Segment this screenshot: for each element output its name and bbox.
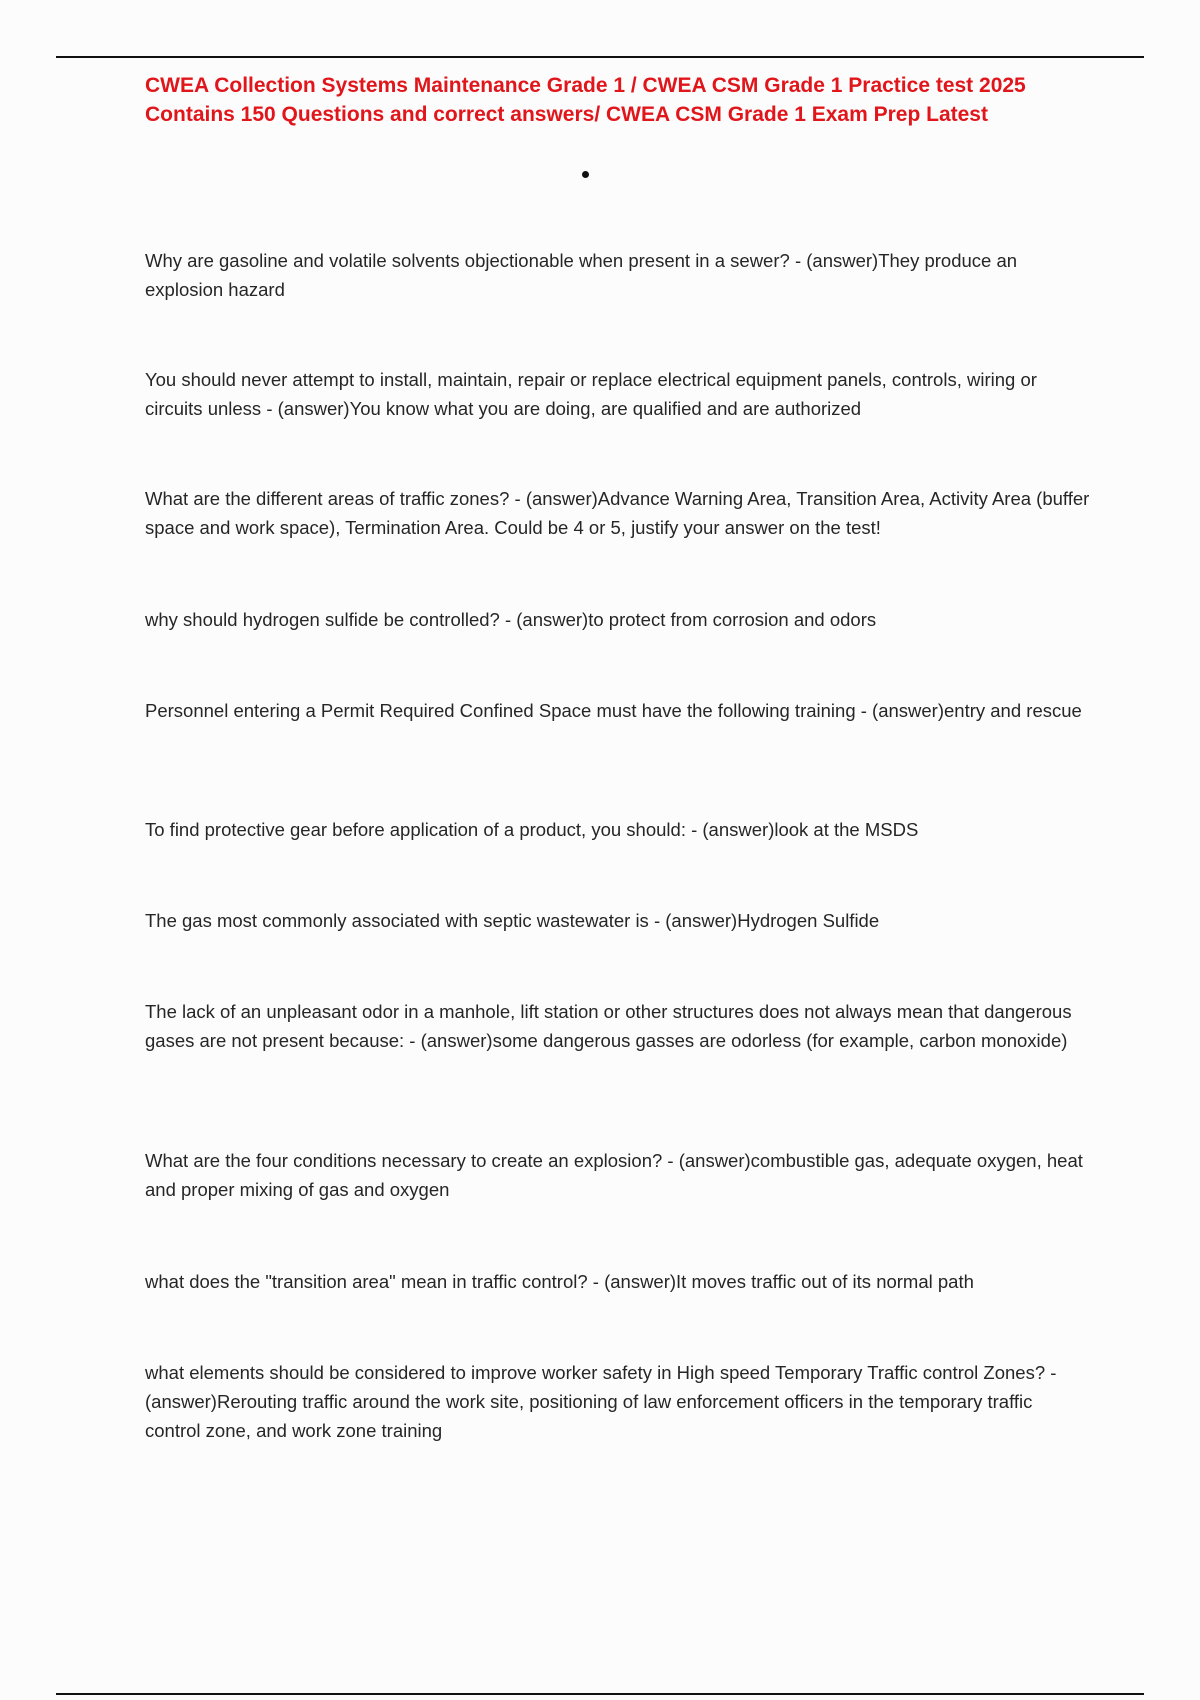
qa-entry: Personnel entering a Permit Required Confined Space must have the following training - (answer)entry and rescue [145, 700, 1082, 721]
bullet-marker [582, 171, 589, 178]
qa-entry: what does the "transition area" mean in traffic control? - (answer)It moves traffic out of its normal path [145, 1271, 974, 1292]
qa-entry: Why are gasoline and volatile solvents objectionable when present in a sewer? - (answer)They produce an explosion hazard [145, 250, 1018, 300]
qa-entry: The gas most commonly associated with septic wastewater is - (answer)Hydrogen Sulfide [145, 910, 880, 931]
qa-entry: The lack of an unpleasant odor in a manhole, lift station or other structures does not always mean that dangerous gases are not present because: - (answer)some dangerous gasses are odorless (for example, carbon monoxide) [145, 1001, 1072, 1051]
qa-entry: why should hydrogen sulfide be controlled? - (answer)to protect from corrosion and odors [145, 609, 877, 630]
top-divider [56, 56, 1144, 58]
qa-entry: What are the different areas of traffic zones? - (answer)Advance Warning Area, Transition Area, Activity Area (buffer space and work space), Termination Area. Could be 4 or 5, justify your answer on the test! [145, 488, 1090, 538]
qa-entry: You should never attempt to install, maintain, repair or replace electrical equipment panels, controls, wiring or circuits unless - (answer)You know what you are doing, are qualified and are authorized [145, 369, 1037, 419]
qa-entry: What are the four conditions necessary to create an explosion? - (answer)combustible gas, adequate oxygen, heat and proper mixing of gas and oxygen [145, 1150, 1083, 1200]
bottom-divider [56, 1693, 1144, 1695]
document-title: CWEA Collection Systems Maintenance Grade 1 / CWEA CSM Grade 1 Practice test 2025 Contains 150 Questions and correct answers/ CWEA CSM Grade 1 Exam Prep Latest [145, 74, 1026, 126]
qa-entry: what elements should be considered to improve worker safety in High speed Temporary Traffic control Zones? - (answer)Rerouting traffic around the work site, positioning of law enforcement officers in the temporary traffic control zone, and work zone training [145, 1362, 1057, 1441]
qa-entry: To find protective gear before application of a product, you should: - (answer)look at the MSDS [145, 819, 919, 840]
